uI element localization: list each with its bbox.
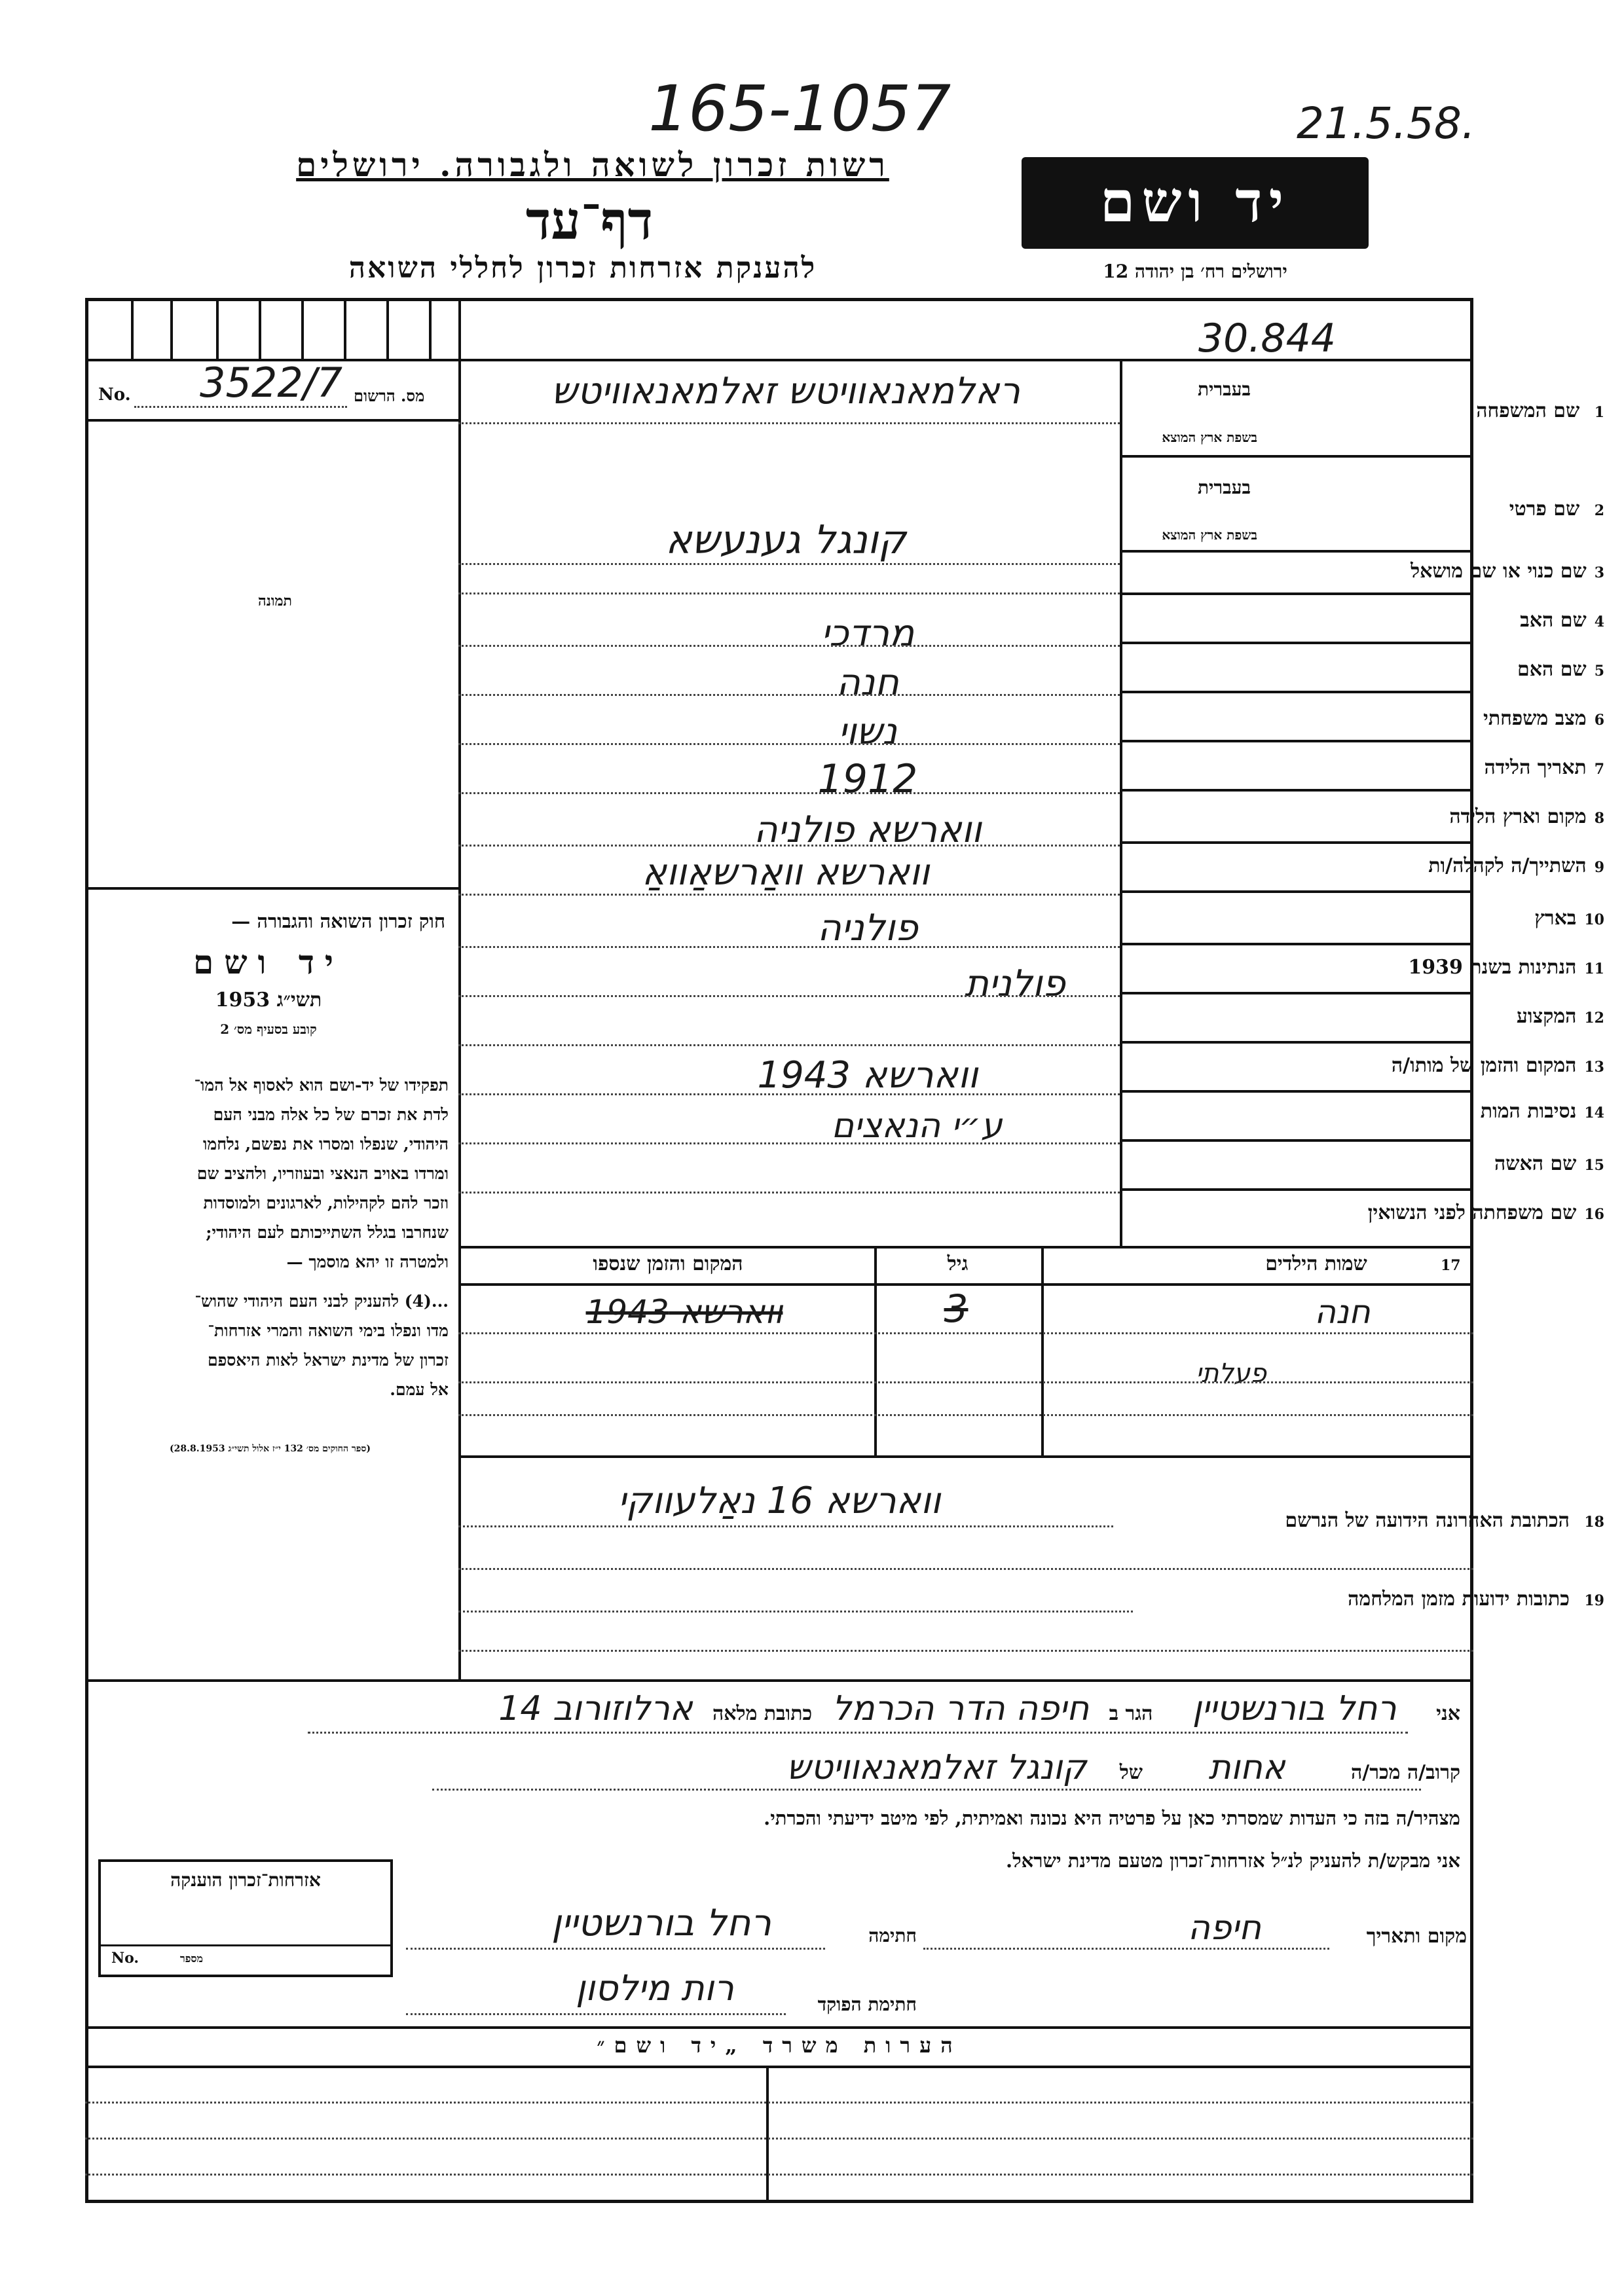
declarant-name: רחל בורנשטיין [1192, 1689, 1397, 1728]
law-line-6: שנחרבו בגלל השתייכותם לעם היהודי; [206, 1223, 449, 1242]
officer-signature-label: חתימת הפוקד [817, 1994, 917, 2015]
law-line-10: זכרון של מדינת ישראל לאות היאספם [207, 1351, 449, 1370]
field-2-sub-hebrew: בעברית [1197, 477, 1251, 498]
field-15-text: שם האשה [1494, 1152, 1577, 1175]
child-1-name: חנה [1314, 1293, 1371, 1331]
field-6-text: מצב משפחתי [1483, 707, 1587, 730]
photo-placeholder-label: תמונה [258, 592, 292, 610]
law-line-1: תפקידו של יד-ושם הוא לאסוף אל המו־ [194, 1076, 449, 1095]
field-7-label [1485, 756, 1605, 779]
field-4-value: מרדכי [821, 612, 915, 655]
children-col-age: גיל [947, 1252, 969, 1275]
declaration-line-2 [111, 1748, 1460, 1794]
field-15-label [1494, 1152, 1604, 1175]
field-14-label [1481, 1100, 1604, 1123]
field-13-label [1392, 1054, 1604, 1077]
declarant-city: חיפה הדר הכרמל [832, 1689, 1090, 1728]
field-11-num: 11 [1584, 960, 1604, 977]
field-2-sub-origin: בשפת ארץ המוצא [1162, 527, 1257, 543]
field-14-text: נסיבות המות [1480, 1100, 1577, 1123]
field-6-num: 6 [1594, 712, 1604, 729]
law-line-4: ומרדו באויב הנאצי ובעוזריו, ולהציב שם [196, 1164, 449, 1183]
field-3-text: שם כנוי או שם מושאל [1411, 560, 1587, 583]
law-citation: (ספר החוקים מס׳ 132 י״ז אלול תשי״ג 28.8.1953) [170, 1444, 371, 1454]
field-6-label [1483, 707, 1604, 730]
field-11-label [1408, 956, 1604, 979]
field-5-value: חנה [836, 661, 899, 704]
form-subtitle: להענקת אזרחות זכרון לחללי השואה [348, 251, 817, 285]
decl-of: של [1119, 1761, 1143, 1784]
field-11-text: הנתינות בשנת 1939 [1408, 956, 1577, 979]
field-18-label [1285, 1509, 1604, 1532]
serial-number: 30.844 [1198, 316, 1336, 361]
field-3-num: 3 [1594, 564, 1604, 581]
handwritten-corner-note: 21.5.58. [1297, 98, 1475, 149]
declaration-line-1 [111, 1689, 1460, 1735]
field-19-num: 19 [1584, 1592, 1604, 1609]
logo-address: ירושלים רח׳ בן יהודה 12 [1103, 261, 1287, 282]
field-13-value: ווארשא 1943 [757, 1054, 978, 1097]
field-1-num: 1 [1594, 404, 1604, 421]
field-2-label [1509, 498, 1604, 520]
field-1-label [1476, 399, 1604, 422]
field-4-text: שם האב [1520, 609, 1587, 632]
declaration-line-4: אני מבקש/ת להעניק לנ״ל אזרחות־זכרון מטעם מדינת ישראל. [1006, 1850, 1460, 1872]
field-13-num: 13 [1584, 1059, 1604, 1076]
field-1-text: שם המשפחה [1476, 399, 1580, 422]
registration-label: מס. הרשום [354, 386, 425, 405]
place-date-label: מקום ותאריך [1366, 1925, 1467, 1948]
child-1-age: 3 [944, 1286, 969, 1331]
declarant-relation: אחות [1208, 1748, 1285, 1787]
field-1-sub-hebrew: בעברית [1197, 378, 1251, 400]
remarks-title: הערות משרד „יד ושם״ [597, 2033, 962, 2058]
handwritten-file-number: 165-1057 [648, 72, 951, 145]
field-5-text: שם האם [1517, 658, 1587, 681]
field-8-num: 8 [1594, 810, 1604, 827]
citizenship-number-label: מספר [179, 1952, 203, 1965]
field-7-num: 7 [1594, 761, 1604, 778]
law-line-9: מדו ונפלו בימי השואה והמרי אזרחות־ [208, 1321, 449, 1340]
field-14-num: 14 [1584, 1104, 1604, 1121]
field-8-label [1449, 805, 1604, 828]
field-7-value: 1912 [817, 756, 918, 802]
place-value: חיפה [1187, 1908, 1262, 1948]
field-5-label [1517, 658, 1604, 681]
law-clause: קובע בסעיף מס׳ 2 [220, 1021, 317, 1037]
field-18-num: 18 [1584, 1514, 1604, 1531]
field-16-text: שם משפחתה לפני הנשואין [1367, 1201, 1577, 1224]
child-2-name: פעלתי [1196, 1358, 1266, 1389]
field-2-value: קונגל גענעשא [665, 517, 906, 563]
field-15-num: 15 [1584, 1157, 1604, 1174]
authority-name: רשות זכרון לשואה ולגבורה. ירושלים [296, 145, 889, 184]
field-12-text: המקצוע [1516, 1005, 1577, 1028]
field-9-label [1428, 854, 1604, 877]
field-18-text: הכתובת האחרונה הידועה של הנרשם [1285, 1509, 1570, 1532]
children-num: 17 [1441, 1257, 1461, 1274]
law-line-11: אל עמם. [390, 1380, 449, 1399]
field-10-label [1534, 907, 1604, 930]
field-4-label [1520, 609, 1604, 632]
field-16-num: 16 [1584, 1206, 1604, 1223]
citizenship-no-label: No. [111, 1950, 139, 1967]
field-14-value: ע״י הנאצים [831, 1106, 1003, 1146]
field-3-label [1411, 560, 1604, 583]
declarant-signature: רחל בורנשטיין [551, 1902, 771, 1944]
form-title: דף־עד [525, 190, 654, 251]
field-1-value: ראלמאנאוויטש זאלמאנאוויטש [551, 370, 1021, 412]
field-5-num: 5 [1594, 663, 1604, 680]
child-1-place: ווארשא 1943 [585, 1293, 783, 1331]
field-12-label [1517, 1005, 1604, 1028]
children-col-names: שמות הילדים [1265, 1252, 1367, 1275]
decl-resides: הגר ב [1109, 1702, 1153, 1725]
field-19-label [1348, 1588, 1604, 1611]
registration-no-label: No. [98, 385, 131, 405]
law-year: תשי״ג 1953 [215, 989, 322, 1011]
law-line-2: לדת את זכרם של כל אלה מבני העם [213, 1105, 449, 1124]
field-11-value: פולנית [965, 962, 1065, 1005]
field-6-value: נשוי [838, 710, 897, 753]
law-title: חוק זכרון השואה והגבורה — [231, 910, 445, 932]
decl-relation-label: קרוב/ה מכר/ה [1351, 1761, 1460, 1784]
field-10-text: בארץ [1534, 907, 1577, 930]
decl-prefix: אני [1436, 1702, 1460, 1725]
field-13-text: המקום והזמן של מותו/ה [1391, 1054, 1577, 1077]
law-line-3: היהודי, שנפלו ומסרו את נפשם, נלחמו [202, 1135, 449, 1154]
law-line-5: וזכר להם לקהילות, לארגונים ולמוסדות [203, 1194, 449, 1212]
field-2-text: שם פרטי [1509, 498, 1580, 520]
registration-number: 3522/7 [200, 359, 343, 407]
decl-address-label: כתובת מלאה [712, 1702, 813, 1725]
victim-name-repeat: קונגל זאלמאנאוויטש [786, 1748, 1087, 1787]
field-9-num: 9 [1594, 859, 1604, 876]
children-col-place: המקום והזמן שנספו [593, 1252, 743, 1275]
signature-label: חתימה [868, 1925, 917, 1946]
field-2-num: 2 [1594, 502, 1604, 519]
logo-text: יד ושם [1099, 169, 1291, 235]
field-8-text: מקום וארץ הלידה [1449, 805, 1587, 828]
field-9-text: השתייך/ה לקהלה/ות [1428, 854, 1587, 877]
field-8-value: ווארשא פולניה [753, 809, 982, 851]
field-12-num: 12 [1584, 1010, 1604, 1027]
law-line-8: ...(4) להעניק לבני העם היהודי שהוש־ [194, 1292, 449, 1311]
citizenship-box-title: אזרחות־זכרון הוענקה [170, 1869, 321, 1891]
declaration-line-3: מצהיר/ה בזה כי העדות שמסרתי כאן על פרטיה היא נכונה ואמיתית, לפי מיטב ידיעתי והכרתי. [764, 1807, 1460, 1829]
field-4-num: 4 [1594, 613, 1604, 630]
law-line-7: ולמטרה זו יהא מוסמך — [286, 1252, 449, 1271]
field-10-num: 10 [1584, 911, 1604, 928]
field-16-label [1368, 1201, 1604, 1224]
field-9-value: ווארשא וואַרשאַוואַ [642, 851, 930, 894]
field-10-value: פולניה [817, 907, 918, 949]
officer-signature: רות מילסון [576, 1967, 734, 2009]
field-18-value: ווארשא 16 נאַלעווקי [618, 1480, 941, 1522]
law-name: יד ושם [193, 943, 344, 981]
field-1-sub-origin: בשפת ארץ המוצא [1162, 429, 1257, 445]
declarant-address: ארלוזורוב 14 [498, 1689, 693, 1728]
field-19-text: כתובות ידועות מזמן המלחמה [1348, 1588, 1570, 1611]
field-7-text: תאריך הלידה [1484, 756, 1587, 779]
